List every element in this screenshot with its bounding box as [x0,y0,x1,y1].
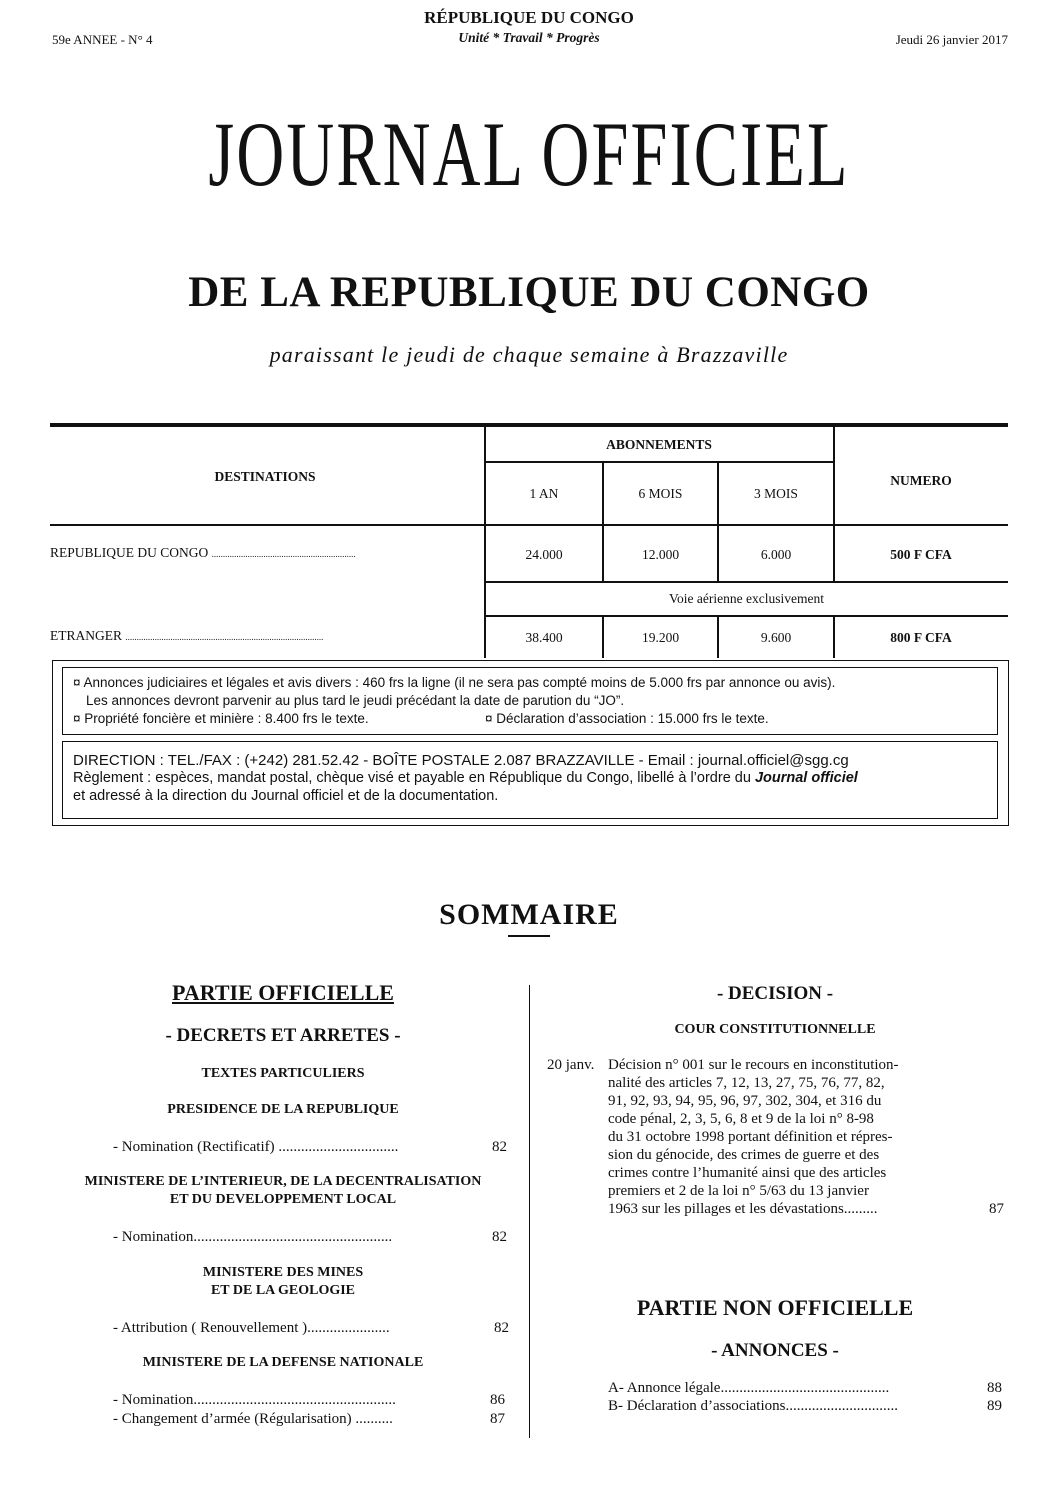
table-divider [717,461,719,582]
table-top-rule [50,423,1008,427]
price-cell: 12.000 [641,547,680,562]
column-divider [529,985,530,1438]
partie-non-officielle-heading: PARTIE NON OFFICIELLE [636,1295,914,1320]
ministry-heading: MINISTERE DES MINES [202,1265,364,1280]
toc-entry[interactable]: - Attribution ( Renouvellement )...................... [113,1320,390,1336]
decision-line: 1963 sur les pillages et les dévastations......... [608,1201,878,1217]
toc-page-number: 82 [494,1320,509,1336]
col-3-mois: 3 MOIS [754,486,798,501]
price-cell: 9.600 [760,630,792,645]
row-label [50,545,356,561]
price-cell: 19.200 [641,630,680,645]
decision-line: code pénal, 2, 3, 5, 6, 8 et 9 de la loi n° 8-98 [608,1111,874,1127]
notice-line: ¤ Propriété foncière et minière : 8.400 frs le texte. [73,711,369,726]
textes-particuliers-heading: TEXTES PARTICULIERS [201,1066,365,1081]
air-note: Voie aérienne exclusivement [669,591,824,606]
notice-line: ¤ Déclaration d’association : 15.000 frs le texte. [485,711,769,726]
decision-line: nalité des articles 7, 12, 13, 27, 75, 76, 77, 82, [608,1075,885,1091]
ministry-heading: ET DE LA GEOLOGIE [210,1283,356,1298]
price-cell: 24.000 [525,547,563,562]
toc-entry[interactable]: A- Annonce légale............................................. [608,1380,890,1396]
abonnements-rule [484,461,834,463]
toc-page-number: 87 [490,1411,505,1427]
annonces-heading: - ANNONCES - [711,1340,839,1361]
toc-entry[interactable]: B- Déclaration d’associations.............................. [608,1398,898,1414]
numero-header: NUMERO [890,473,952,488]
table-divider [602,461,604,582]
air-note-rule [484,615,1008,617]
toc-page-number: 82 [492,1139,507,1155]
direction-payment [73,770,858,787]
toc-entry[interactable]: - Nomination (Rectificatif) ................................ [113,1139,399,1155]
row1-rule [484,581,1008,583]
toc-page-number: 88 [987,1380,1002,1396]
table-header-rule [50,524,1008,526]
decision-line: du 31 octobre 1998 portant définition et répres- [608,1129,893,1145]
direction-address: et adressé à la direction du Journal officiel et de la documentation. [73,788,499,804]
sommaire-title: SOMMAIRE [439,898,619,931]
decision-line: 91, 92, 93, 94, 95, 96, 97, 302, 304, et 316 du [608,1093,882,1109]
toc-page-number: 87 [989,1201,1004,1217]
decision-line: crimes contre l’humanité ainsi que des articles [608,1165,887,1181]
journal-title: JOURNAL OFFICIEL [208,103,850,205]
toc-page-number: 82 [492,1229,507,1245]
table-divider [484,426,486,658]
decision-heading: - DECISION - [716,983,834,1004]
row-label-text: REPUBLIQUE DU CONGO [50,545,209,560]
issue-date: Jeudi 26 janvier 2017 [895,32,1008,47]
destinations-header: DESTINATIONS [214,469,316,484]
leader-dots: ................................................................ [211,549,356,559]
issue-number: 59e ANNEE - N° 4 [52,32,153,47]
toc-page-number: 86 [490,1392,505,1408]
col-1-an: 1 AN [529,486,559,501]
ministry-heading: ET DU DEVELOPPEMENT LOCAL [169,1192,397,1207]
sommaire-underline [508,935,550,937]
journal-subtitle: DE LA REPUBLIQUE DU CONGO [188,269,870,316]
publication-tagline: paraissant le jeudi de chaque semaine à Brazzaville [269,342,789,367]
toc-entry[interactable]: - Changement d’armée (Régularisation) .......... [113,1411,393,1427]
ministry-heading: PRESIDENCE DE LA REPUBLIQUE [167,1102,399,1117]
col-6-mois: 6 MOIS [638,486,683,501]
price-cell: 38.400 [525,630,563,645]
numero-cell: 500 F CFA [890,547,952,562]
decision-line: sion du génocide, des crimes de guerre et des [608,1147,880,1163]
republic-name: RÉPUBLIQUE DU CONGO [424,8,634,27]
ministry-heading: MINISTERE DE L’INTERIEUR, DE LA DECENTRALISATION [84,1174,482,1189]
ministry-heading: MINISTERE DE LA DEFENSE NATIONALE [142,1355,424,1370]
toc-entry[interactable]: - Nomination...................................................... [113,1392,396,1408]
partie-officielle-heading: PARTIE OFFICIELLE [172,980,394,1005]
notice-line: ¤ Annonces judiciaires et légales et avis divers : 460 frs la ligne (il ne sera pas compté moins de 5.000 frs par annonce ou avis). [73,675,836,690]
toc-page-number: 89 [987,1398,1002,1414]
price-cell: 6.000 [760,547,792,562]
row-label [50,628,323,644]
row-label-text: ETRANGER [50,628,122,643]
direction-contact: DIRECTION : TEL./FAX : (+242) 281.52.42 - BOÎTE POSTALE 2.087 BRAZZAVILLE - Email : journal.officiel@sgg.cg [73,752,849,769]
toc-entry[interactable]: - Nomination..................................................... [113,1229,393,1245]
decrets-arretes-heading: - DECRETS ET ARRETES - [165,1025,401,1046]
payment-text: Règlement : espèces, mandat postal, chèque visé et payable en République du Congo, libellé à l’ordre du [73,770,755,786]
payee-name: Journal officiel [754,770,858,786]
numero-cell: 800 F CFA [890,630,952,645]
decision-line: Décision n° 001 sur le recours en inconstitution- [608,1057,899,1073]
cour-constitutionnelle-heading: COUR CONSTITUTIONNELLE [674,1022,876,1037]
national-motto: Unité * Travail * Progrès [458,30,600,45]
decision-line: premiers et 2 de la loi n° 5/63 du 13 janvier [608,1183,869,1199]
leader-dots: ........................................................................................ [125,632,324,642]
abonnements-header: ABONNEMENTS [606,437,712,452]
decision-date: 20 janv. [547,1057,595,1073]
notice-line: Les annonces devront parvenir au plus tard le jeudi précédant la date de parution du “JO”. [86,693,625,708]
